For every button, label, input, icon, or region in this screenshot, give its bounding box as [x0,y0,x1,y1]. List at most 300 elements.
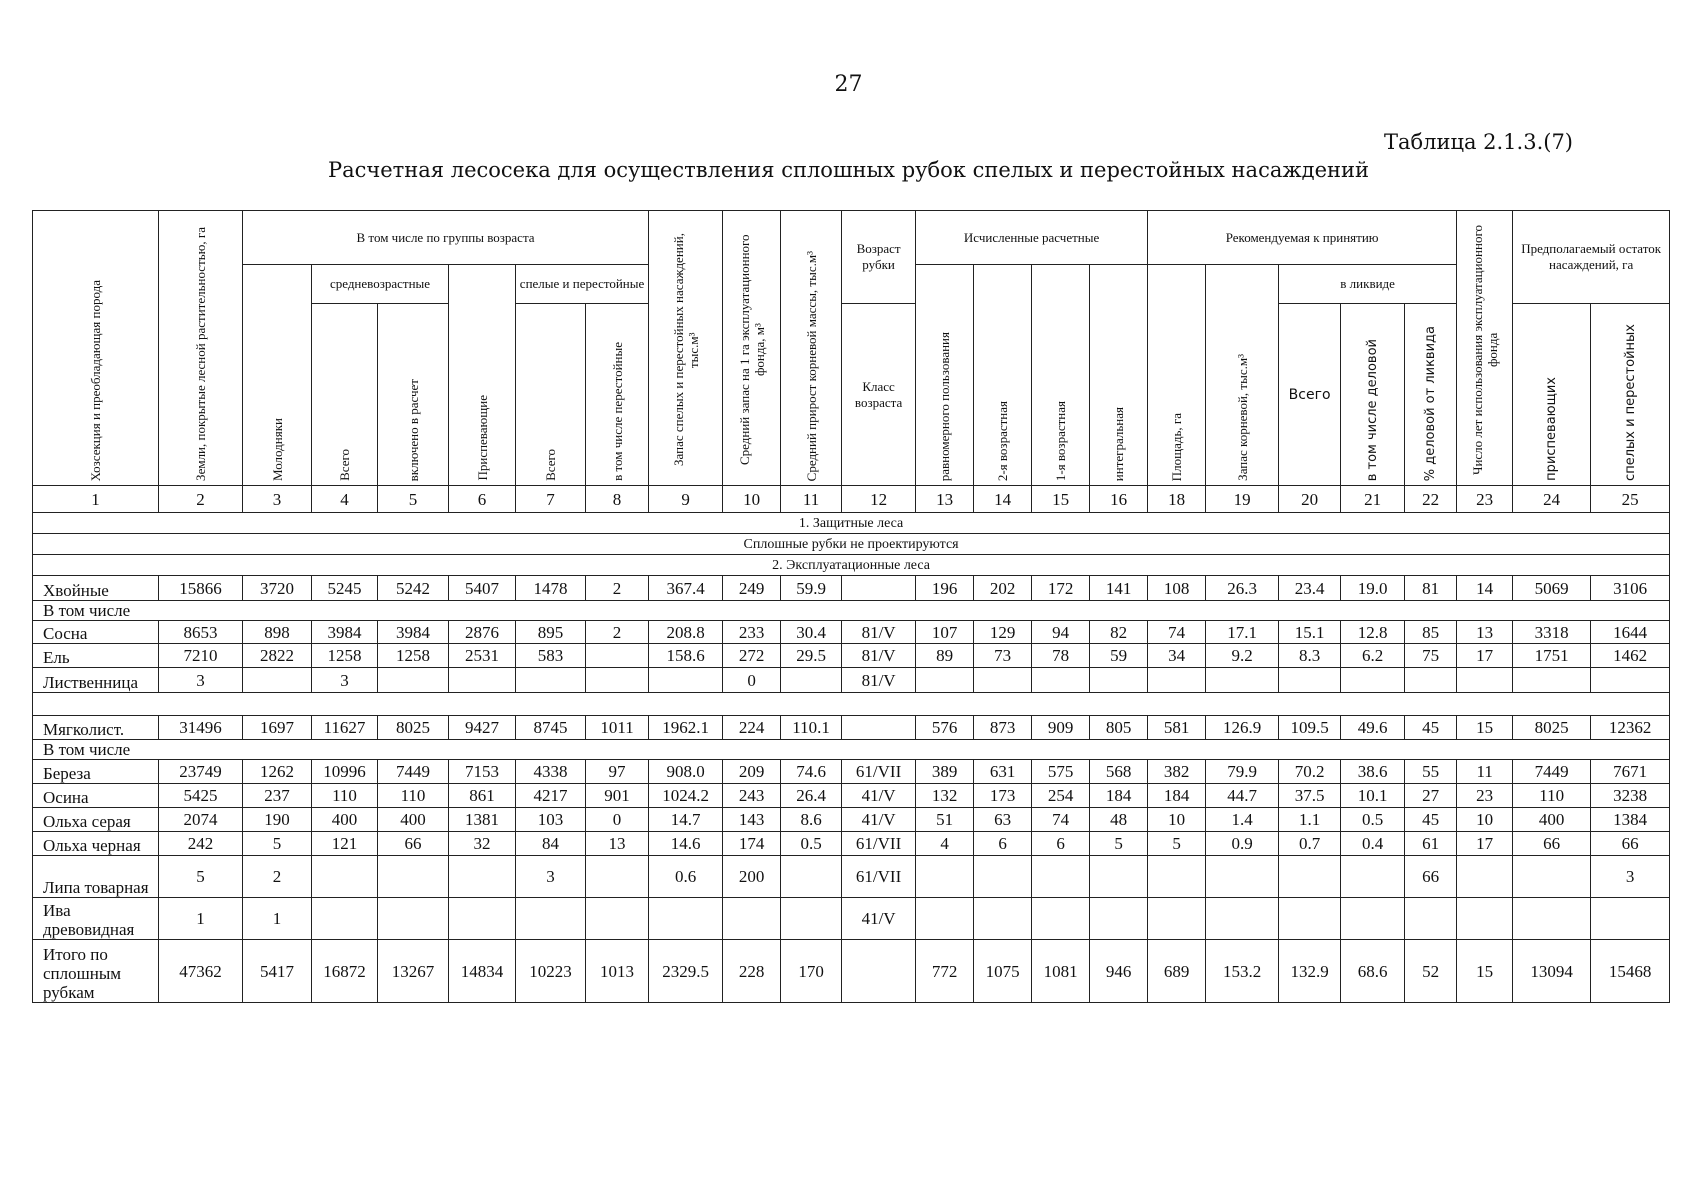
header-second-age: 2-я возрастная [974,265,1032,486]
table-cell: 3318 [1513,621,1591,644]
table-cell: 49.6 [1341,716,1405,740]
table-cell [916,898,974,940]
table-cell: 27 [1405,784,1457,808]
table-cell [974,898,1032,940]
table-cell: 1013 [586,940,649,1003]
row-name: Липа товарная [33,856,159,898]
blank-row [33,693,1670,716]
table-cell [1405,668,1457,693]
table-cell [916,856,974,898]
table-cell: 16872 [312,940,378,1003]
section-protective-forests: 1. Защитные леса [33,513,1670,534]
table-cell: 173 [974,784,1032,808]
table-cell: 209 [723,760,781,784]
table-cell: 121 [312,832,378,856]
table-cell [1090,898,1148,940]
table-title: Расчетная лесосека для осуществления сплошных рубок спелых и перестойных насаждений [327,158,1370,182]
table-cell: 233 [723,621,781,644]
table-cell: 170 [781,940,842,1003]
table-cell: 15 [1457,940,1513,1003]
table-cell: 3720 [243,576,312,601]
table-cell: 51 [916,808,974,832]
table-cell [1457,856,1513,898]
table-cell: 1462 [1591,644,1670,668]
table-cell: 143 [723,808,781,832]
table-cell: 5 [243,832,312,856]
table-cell: 7449 [1513,760,1591,784]
table-cell: 30.4 [781,621,842,644]
table-cell: 243 [723,784,781,808]
table-cell [1279,898,1341,940]
table-cell: 66 [1513,832,1591,856]
table-cell: 45 [1405,808,1457,832]
column-number: 7 [516,486,586,513]
table-cell: 4 [916,832,974,856]
table-cell [1341,898,1405,940]
table-cell: 11627 [312,716,378,740]
header-species: Хозсекция и преобладающая порода [33,211,159,486]
table-cell: 10 [1148,808,1206,832]
table-cell: 3106 [1591,576,1670,601]
table-cell: 7210 [159,644,243,668]
table-cell: 184 [1148,784,1206,808]
table-cell: 66 [1591,832,1670,856]
table-cell: 400 [1513,808,1591,832]
table-cell: 47362 [159,940,243,1003]
table-cell: 132 [916,784,974,808]
table-cell [449,898,516,940]
table-cell: 1.1 [1279,808,1341,832]
table-cell: 5242 [378,576,449,601]
header-remainder: Предполагаемый остаток насаждений, га [1513,211,1670,304]
table-cell: 895 [516,621,586,644]
table-cell: 3984 [312,621,378,644]
table-cell [1032,898,1090,940]
table-cell: 61 [1405,832,1457,856]
table-cell: 12.8 [1341,621,1405,644]
table-cell [1032,856,1090,898]
table-cell: 15468 [1591,940,1670,1003]
table-cell: 174 [723,832,781,856]
table-cell: 126.9 [1206,716,1279,740]
table-cell: 17.1 [1206,621,1279,644]
table-cell: 2074 [159,808,243,832]
table-cell: 400 [378,808,449,832]
table-cell: 13094 [1513,940,1591,1003]
table-cell: 9.2 [1206,644,1279,668]
table-cell [649,898,723,940]
table-cell [586,668,649,693]
table-cell: 3 [516,856,586,898]
table-cell [378,668,449,693]
table-cell [1206,856,1279,898]
table-cell: 8.6 [781,808,842,832]
table-cell: 576 [916,716,974,740]
header-middle-aged: средневозрастные [312,265,449,304]
table-cell: 2 [243,856,312,898]
table-cell: 31496 [159,716,243,740]
table-cell: 908.0 [649,760,723,784]
table-cell: 575 [1032,760,1090,784]
column-number: 10 [723,486,781,513]
row-name: Лиственница [33,668,159,693]
table-cell: 1 [243,898,312,940]
table-cell: 79.9 [1206,760,1279,784]
table-cell: 29.5 [781,644,842,668]
column-number: 20 [1279,486,1341,513]
table-cell: 3 [159,668,243,693]
table-cell: 110 [312,784,378,808]
table-body [33,513,1670,1003]
table-row [33,621,1670,644]
column-number: 2 [159,486,243,513]
table-cell: 1644 [1591,621,1670,644]
table-cell: 1384 [1591,808,1670,832]
row-name: Ель [33,644,159,668]
table-cell: 10996 [312,760,378,784]
table-cell: 6.2 [1341,644,1405,668]
table-cell: 1011 [586,716,649,740]
table-cell: 41/V [842,898,916,940]
table-cell [842,716,916,740]
table-cell: 38.6 [1341,760,1405,784]
table-cell: 107 [916,621,974,644]
subheading-in-number: В том числе [33,601,1670,621]
header-root-stock: Запас корневой, тыс.м³ [1206,265,1279,486]
table-cell: 74 [1032,808,1090,832]
column-number: 22 [1405,486,1457,513]
table-cell: 7449 [378,760,449,784]
table-cell: 108 [1148,576,1206,601]
table-cell: 0.5 [781,832,842,856]
table-cell: 52 [1405,940,1457,1003]
table-cell: 74 [1148,621,1206,644]
table-cell [1513,898,1591,940]
table-cell: 14.7 [649,808,723,832]
section-production-forests: 2. Эксплуатационные леса [33,555,1670,576]
table-row [33,668,1670,693]
table-header [33,211,1670,513]
column-number: 11 [781,486,842,513]
table-cell: 59 [1090,644,1148,668]
table-cell: 5425 [159,784,243,808]
table-cell [781,898,842,940]
table-cell: 184 [1090,784,1148,808]
table-cell [1457,898,1513,940]
table-cell: 8653 [159,621,243,644]
table-cell: 132.9 [1279,940,1341,1003]
table-row [33,716,1670,740]
table-cell: 41/V [842,808,916,832]
table-cell: 0 [586,808,649,832]
table-cell: 12362 [1591,716,1670,740]
table-cell: 1024.2 [649,784,723,808]
table-cell: 78 [1032,644,1090,668]
table-cell: 272 [723,644,781,668]
table-cell: 8025 [378,716,449,740]
table-cell [974,856,1032,898]
table-cell: 873 [974,716,1032,740]
table-cell [1457,668,1513,693]
table-cell: 74.6 [781,760,842,784]
column-number: 9 [649,486,723,513]
column-number: 8 [586,486,649,513]
table-cell: 0.4 [1341,832,1405,856]
subheading-in-number: В том числе [33,740,1670,760]
page-number: 27 [834,72,863,97]
header-remainder-mature: спелых и перестойных [1591,304,1670,486]
table-cell: 68.6 [1341,940,1405,1003]
table-cell: 23 [1457,784,1513,808]
header-liquid: в ликвиде [1279,265,1457,304]
table-cell [1513,856,1591,898]
table-cell: 55 [1405,760,1457,784]
table-cell: 45 [1405,716,1457,740]
table-row [33,644,1670,668]
table-cell: 61/VII [842,760,916,784]
table-cell: 153.2 [1206,940,1279,1003]
table-cell: 1962.1 [649,716,723,740]
table-cell: 805 [1090,716,1148,740]
column-number: 12 [842,486,916,513]
table-cell: 89 [916,644,974,668]
table-cell: 66 [378,832,449,856]
column-number: 23 [1457,486,1513,513]
table-cell: 8.3 [1279,644,1341,668]
table-cell: 3 [312,668,378,693]
table-cell: 110 [1513,784,1591,808]
table-row [33,856,1670,898]
table-row [33,760,1670,784]
table-cell: 202 [974,576,1032,601]
column-number: 4 [312,486,378,513]
table-cell: 23749 [159,760,243,784]
table-cell: 1.4 [1206,808,1279,832]
table-cell: 63 [974,808,1032,832]
table-cell: 909 [1032,716,1090,740]
column-number: 1 [33,486,159,513]
table-cell: 1262 [243,760,312,784]
table-cell: 1381 [449,808,516,832]
table-cell: 5 [1148,832,1206,856]
table-cell: 13267 [378,940,449,1003]
table-cell: 81/V [842,644,916,668]
table-cell [781,668,842,693]
table-cell [1090,856,1148,898]
header-mature-overmature: спелые и перестойные [516,265,649,304]
table-cell [449,856,516,898]
row-name: Ольха серая [33,808,159,832]
header-middle-total: Всего [312,304,378,486]
section-note: Сплошные рубки не проектируются [33,534,1670,555]
table-cell [1148,668,1206,693]
table-cell: 901 [586,784,649,808]
header-overmature: в том числе перестойные [586,304,649,486]
table-cell [586,898,649,940]
header-age-groups: В том числе по группы возраста [243,211,649,265]
table-cell: 84 [516,832,586,856]
table-cell: 8025 [1513,716,1591,740]
table-cell: 237 [243,784,312,808]
table-cell [1591,898,1670,940]
table-cell: 400 [312,808,378,832]
table-cell: 224 [723,716,781,740]
column-number: 16 [1090,486,1148,513]
table-cell [781,856,842,898]
table-cell: 1478 [516,576,586,601]
header-premature: Приспевающие [449,265,516,486]
column-number: 13 [916,486,974,513]
table-cell: 0.9 [1206,832,1279,856]
table-cell: 141 [1090,576,1148,601]
table-cell: 13 [1457,621,1513,644]
header-uniform-use: равномерного пользования [916,265,974,486]
table-cell: 583 [516,644,586,668]
table-cell: 5407 [449,576,516,601]
table-cell [842,940,916,1003]
table-cell: 1751 [1513,644,1591,668]
table-cell: 7671 [1591,760,1670,784]
header-years-use: Число лет использования эксплуатационного фонда [1457,211,1513,486]
header-remainder-premature: приспевающих [1513,304,1591,486]
table-cell: 26.4 [781,784,842,808]
row-name: Осина [33,784,159,808]
column-number: 5 [378,486,449,513]
row-name: Ольха черная [33,832,159,856]
table-cell: 44.7 [1206,784,1279,808]
table-cell: 3 [1591,856,1670,898]
table-cell: 10 [1457,808,1513,832]
table-cell: 200 [723,856,781,898]
table-cell: 946 [1090,940,1148,1003]
table-cell: 2329.5 [649,940,723,1003]
table-row [33,784,1670,808]
table-cell: 81 [1405,576,1457,601]
table-cell: 6 [974,832,1032,856]
table-cell: 81/V [842,668,916,693]
table-cell: 110 [378,784,449,808]
table-cell: 34 [1148,644,1206,668]
table-cell: 190 [243,808,312,832]
table-cell [1206,898,1279,940]
table-cell: 82 [1090,621,1148,644]
table-cell: 75 [1405,644,1457,668]
table-cell [378,898,449,940]
table-cell: 1 [159,898,243,940]
table-cell [1090,668,1148,693]
table-cell: 59.9 [781,576,842,601]
table-cell: 5245 [312,576,378,601]
table-cell: 1697 [243,716,312,740]
header-area: Площадь, га [1148,265,1206,486]
table-cell: 158.6 [649,644,723,668]
table-cell [1341,668,1405,693]
table-cell: 61/VII [842,832,916,856]
table-cell [916,668,974,693]
table-cell: 1081 [1032,940,1090,1003]
table-cell: 26.3 [1206,576,1279,601]
row-name: Береза [33,760,159,784]
row-name: Итого по сплошным рубкам [33,940,159,1003]
table-cell: 103 [516,808,586,832]
table-cell: 1258 [378,644,449,668]
table-cell: 17 [1457,832,1513,856]
table-cell: 389 [916,760,974,784]
table-cell: 2 [586,621,649,644]
table-cell: 172 [1032,576,1090,601]
table-cell: 15 [1457,716,1513,740]
table-cell: 2531 [449,644,516,668]
table-cell [1206,668,1279,693]
header-forested-land: Земли, покрытые лесной растительностью, га [159,211,243,486]
table-cell [723,898,781,940]
table-cell: 228 [723,940,781,1003]
table-cell [516,898,586,940]
table-cell: 0.6 [649,856,723,898]
table-cell: 32 [449,832,516,856]
header-calculated: Исчисленные расчетные [916,211,1148,265]
table-cell: 17 [1457,644,1513,668]
column-number: 15 [1032,486,1090,513]
table-cell [1032,668,1090,693]
table-cell: 70.2 [1279,760,1341,784]
table-cell: 4217 [516,784,586,808]
table-cell: 2876 [449,621,516,644]
table-cell [516,668,586,693]
table-cell [1279,856,1341,898]
column-number: 3 [243,486,312,513]
column-number: 21 [1341,486,1405,513]
header-cutting-age: Возраст рубки [842,211,916,304]
table-cell: 242 [159,832,243,856]
table-cell: 9427 [449,716,516,740]
table-cell: 0.7 [1279,832,1341,856]
table-cell [312,856,378,898]
table-cell: 208.8 [649,621,723,644]
header-integral: интегральная [1090,265,1148,486]
table-cell [312,898,378,940]
table-cell: 110.1 [781,716,842,740]
table-cell: 5 [159,856,243,898]
table-cell: 3238 [1591,784,1670,808]
table-cell: 14834 [449,940,516,1003]
table-cell: 772 [916,940,974,1003]
table-cell: 0 [723,668,781,693]
header-business-percent: % деловой от ликвида [1405,304,1457,486]
table-cell [842,576,916,601]
column-number: 19 [1206,486,1279,513]
header-business: в том числе деловой [1341,304,1405,486]
table-cell: 568 [1090,760,1148,784]
table-cell: 48 [1090,808,1148,832]
table-row [33,940,1670,1003]
table-cell: 109.5 [1279,716,1341,740]
table-cell: 61/VII [842,856,916,898]
table-row [33,832,1670,856]
table-cell: 367.4 [649,576,723,601]
header-liquid-total: Всего [1279,304,1341,486]
column-number-row [33,486,1670,513]
table-cell: 382 [1148,760,1206,784]
table-cell: 19.0 [1341,576,1405,601]
table-cell: 23.4 [1279,576,1341,601]
table-cell: 2 [586,576,649,601]
table-cell [1148,898,1206,940]
table-cell: 249 [723,576,781,601]
header-recommended: Рекомендуемая к принятию [1148,211,1457,265]
table-cell: 196 [916,576,974,601]
table-cell: 581 [1148,716,1206,740]
